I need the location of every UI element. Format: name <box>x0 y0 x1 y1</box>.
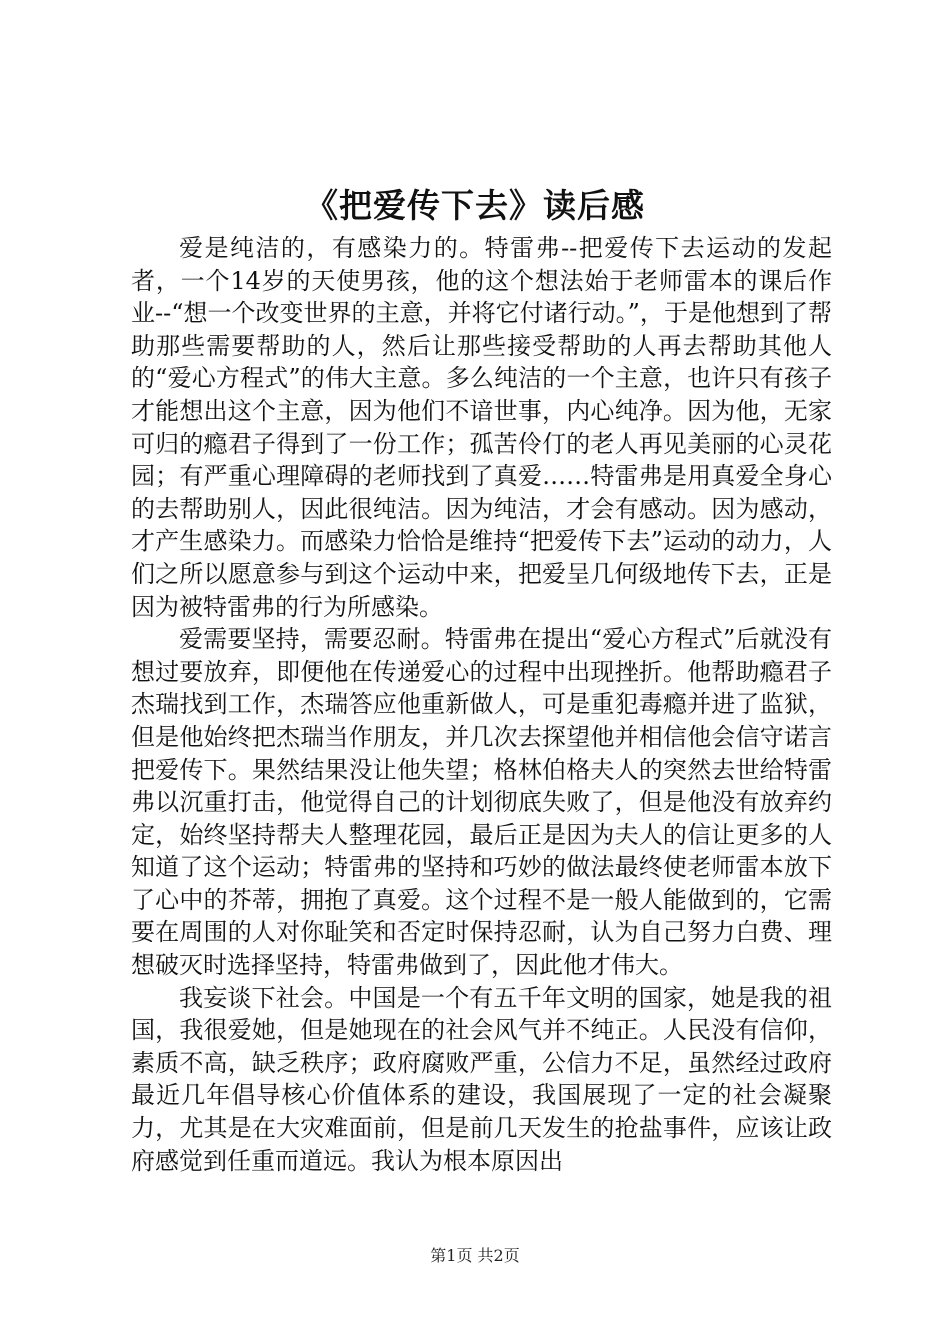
document-body <box>131 232 832 1177</box>
paragraph: 爱是纯洁的，有感染力的。特雷弗--把爱传下去运动的发起者，一个14岁的天使男孩，他的这个想法始于老师雷本的课后作业--“想一个改变世界的主意，并将它付诸行动。”，于是他想到了帮助那些需要帮助的人，然后让那些接受帮助的人再去帮助其他人的“爱心方程式”的伟大主意。多么纯洁的一个主意，也许只有孩子才能想出这个主意，因为他们不谙世事，内心纯净。因为他，无家可归的瘾君子得到了一份工作；孤苦伶仃的老人再见美丽的心灵花园；有严重心理障碍的老师找到了真爱……特雷弗是用真爱全身心的去帮助别人，因此很纯洁。因为纯洁，才会有感动。因为感动，才产生感染力。而感染力恰恰是维持“把爱传下去”运动的动力，人们之所以愿意参与到这个运动中来，把爱呈几何级地传下去，正是因为被特雷弗的行为所感染。 <box>131 234 832 621</box>
document-title: 《把爱传下去》读后感 <box>305 186 645 225</box>
page-footer: 第1页 共2页 <box>430 1246 520 1265</box>
paragraph: 我妄谈下社会。中国是一个有五千年文明的国家，她是我的祖国，我很爱她，但是她现在的社会风气并不纯正。人民没有信仰，素质不高，缺乏秩序；政府腐败严重，公信力不足，虽然经过政府最近几年倡导核心价值体系的建设，我国展现了一定的社会凝聚力，尤其是在大灾难面前，但是前几天发生的抢盐事件，应该让政府感觉到任重而道远。我认为根本原因出 <box>131 983 832 1175</box>
paragraph: 爱需要坚持，需要忍耐。特雷弗在提出“爱心方程式”后就没有想过要放弃，即便他在传递爱心的过程中出现挫折。他帮助瘾君子杰瑞找到工作，杰瑞答应他重新做人，可是重犯毒瘾并进了监狱，但是他始终把杰瑞当作朋友，并几次去探望他并相信他会信守诺言把爱传下。果然结果没让他失望；格林伯格夫人的突然去世给特雷弗以沉重打击，他觉得自己的计划彻底失败了，但是他没有放弃约定，始终坚持帮夫人整理花园，最后正是因为夫人的信让更多的人知道了这个运动；特雷弗的坚持和巧妙的做法最终使老师雷本放下了心中的芥蒂，拥抱了真爱。这个过程不是一般人能做到的，它需要在周围的人对你耻笑和否定时保持忍耐，认为自己努力白费、理想破灭时选择坚持，特雷弗做到了，因此他才伟大。 <box>131 625 832 980</box>
